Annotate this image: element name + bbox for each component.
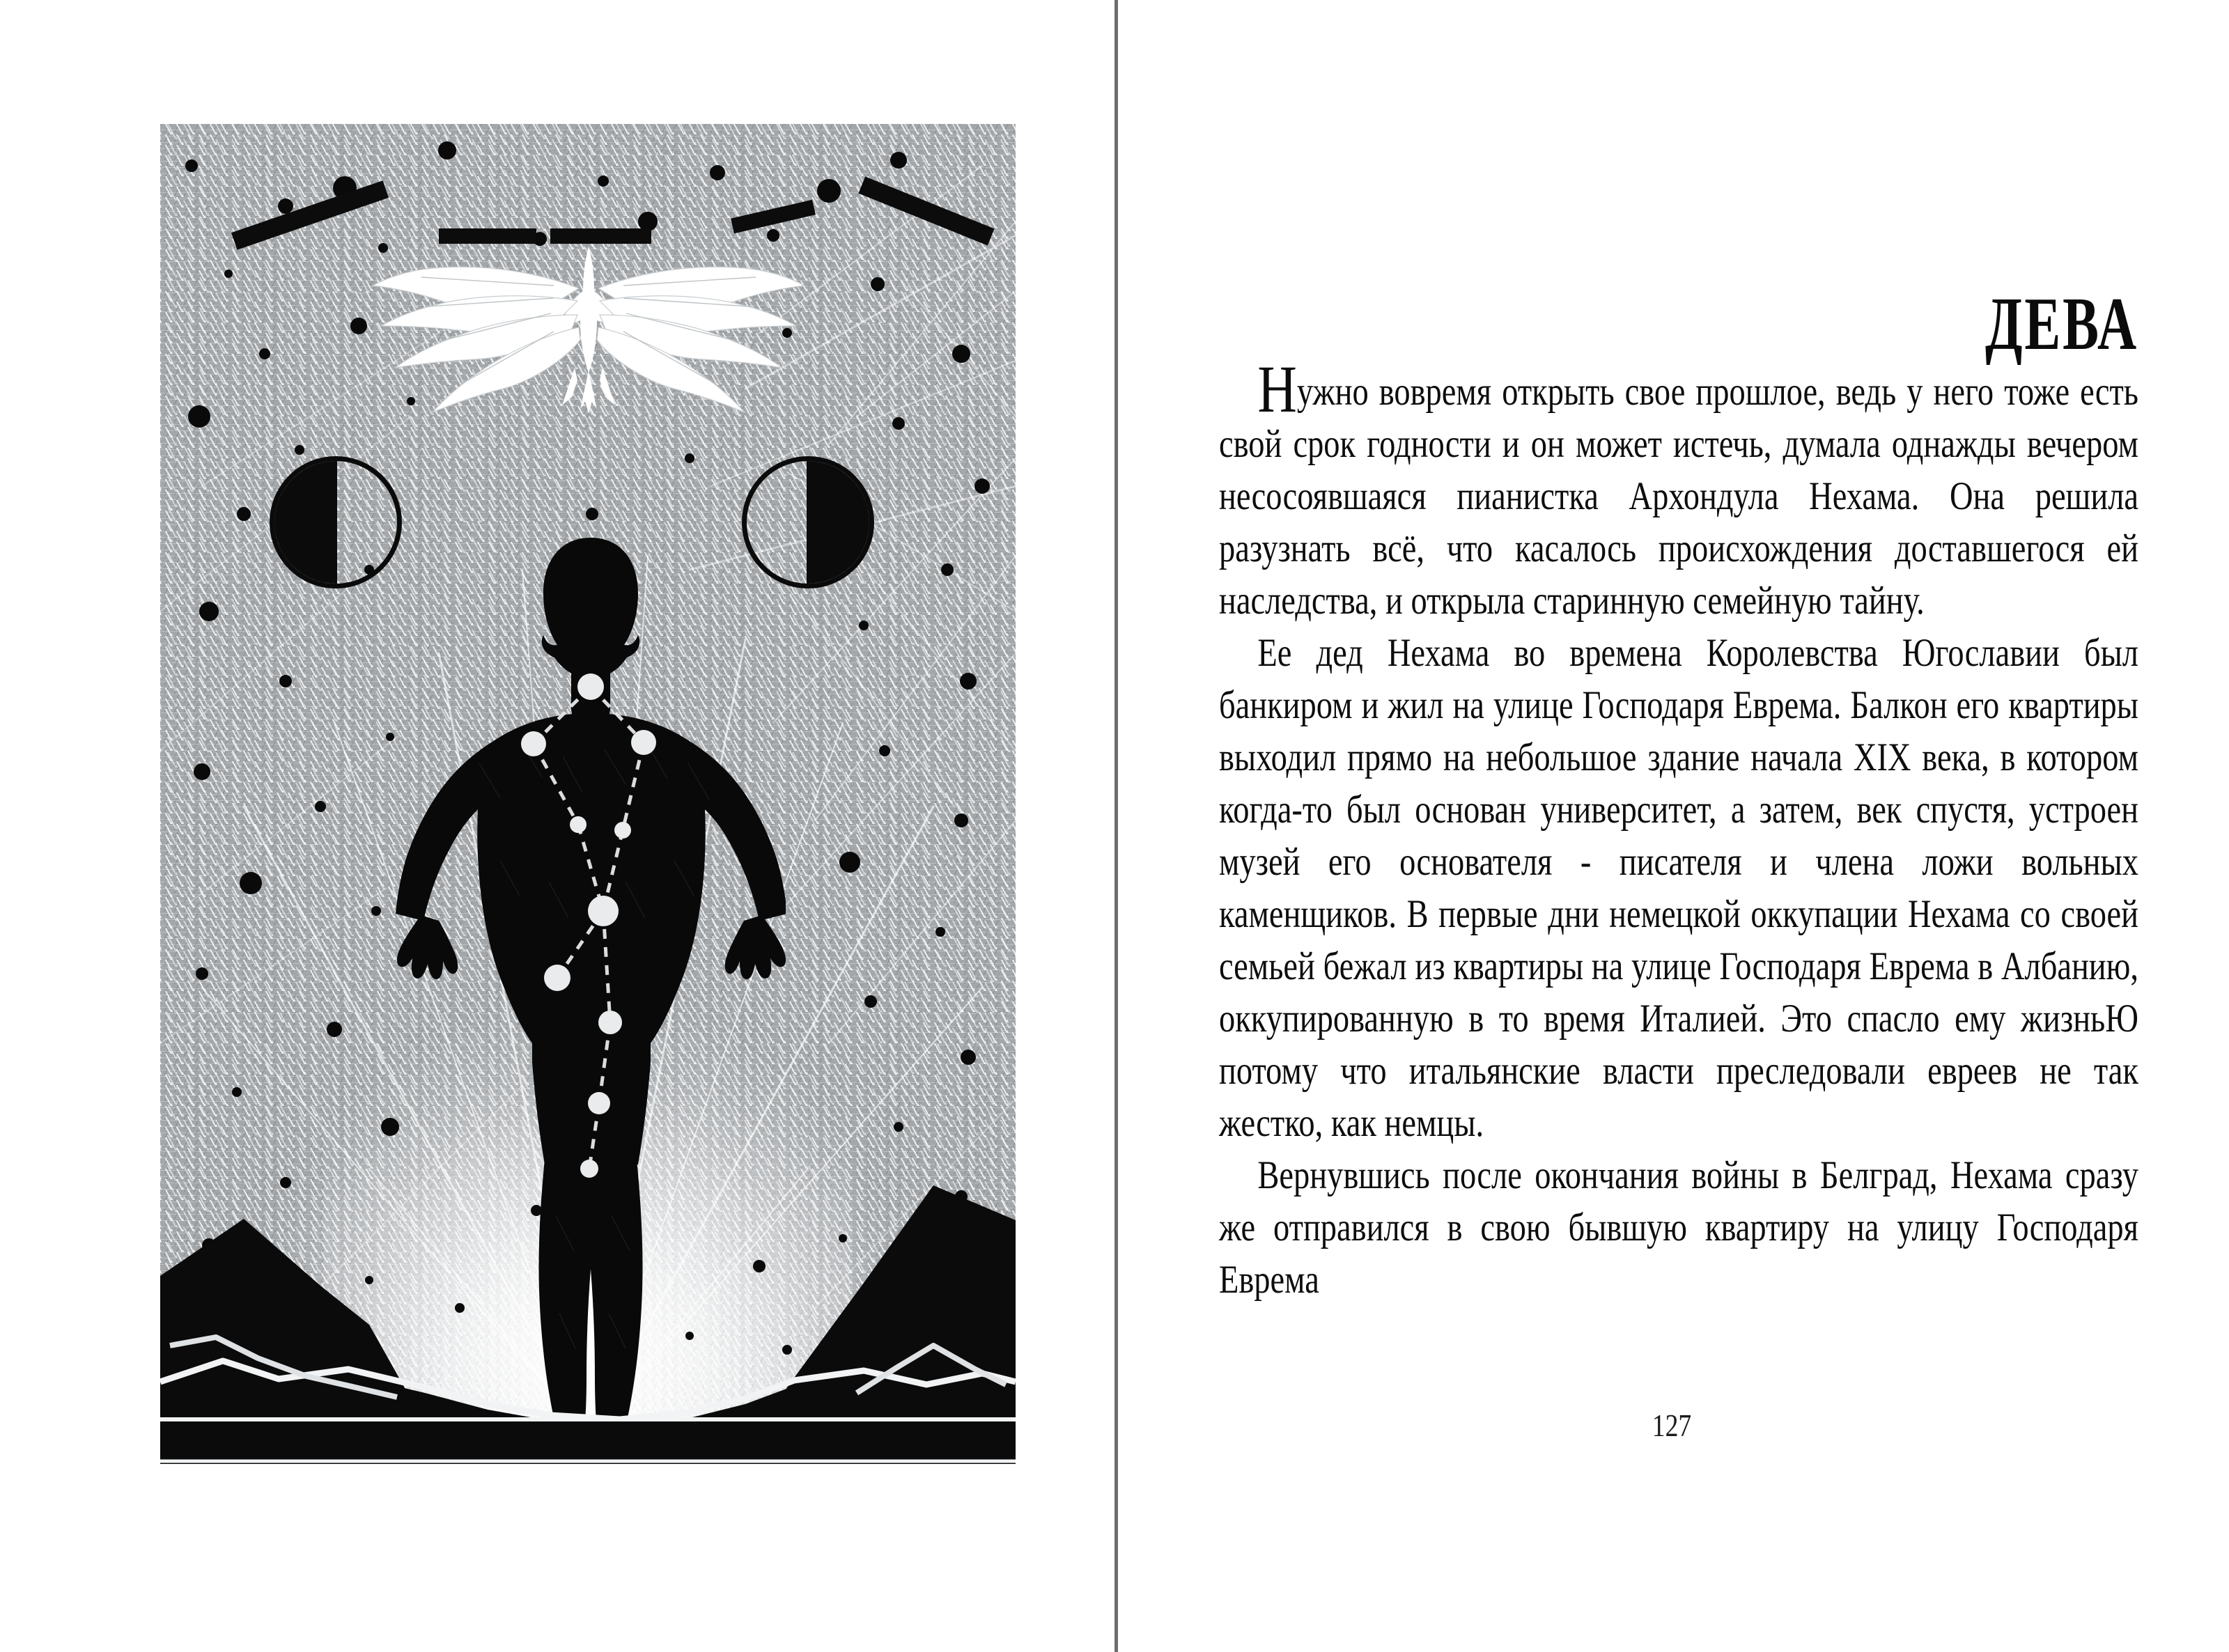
page-number: 127: [1652, 1408, 1692, 1443]
zodiac-illustration: [160, 124, 1016, 1464]
bird-icon: [345, 234, 832, 415]
body-text-block: [1219, 352, 2138, 1306]
paragraph-2: [1219, 627, 2138, 1149]
moon-left-icon: [270, 456, 402, 589]
mountain-terrain: [160, 1137, 1016, 1464]
paragraph-3: [1219, 1149, 2138, 1306]
left-page-illustration: [0, 0, 1114, 1652]
drop-cap: Н: [1257, 352, 1297, 426]
dash-mark: [858, 176, 994, 245]
right-page-text: [1114, 0, 2229, 1652]
paragraph-1-text: ужно вовремя открыть свое прошлое, ведь у него тоже есть свой срок годности и он может истечь, думала однажды вечером несосоявшаяся пианистка Архондула Нехама. Она решила разузнать всё, что касалось происхождения доставшегося ей наследства, и открыла старинную семейную тайну.: [1219, 370, 2138, 623]
virgo-constellation-overlay: [474, 660, 704, 1190]
paragraph-3-text: Вернувшись после окончания войны в Белград, Нехама сразу же отправился в свою бывшую квартиру на улицу Господаря Еврема: [1219, 1153, 2138, 1302]
dash-mark: [731, 200, 816, 233]
chapter-title: ДЕВА: [1985, 283, 2138, 366]
paragraph-2-text: Ее дед Нехама во времена Королевства Югославии был банкиром и жил на улице Господаря Еврема. Балкон его квартиры выходил прямо на небольшое здание начала XIX века, в котором когда-то был основан университет, а затем, век спустя, устроен музей его основателя - писателя и члена ложи вольных каменщиков. В первые дни немецкой оккупации Нехама со своей семьей бежал из квартиры на улице Господаря Еврема в Албанию, оккупированную в то время Италией. Это спасло ему жизньЮ потому что итальянские власти преследовали евреев не так жестко, как немцы.: [1219, 631, 2138, 1145]
paragraph-1: [1219, 352, 2138, 627]
